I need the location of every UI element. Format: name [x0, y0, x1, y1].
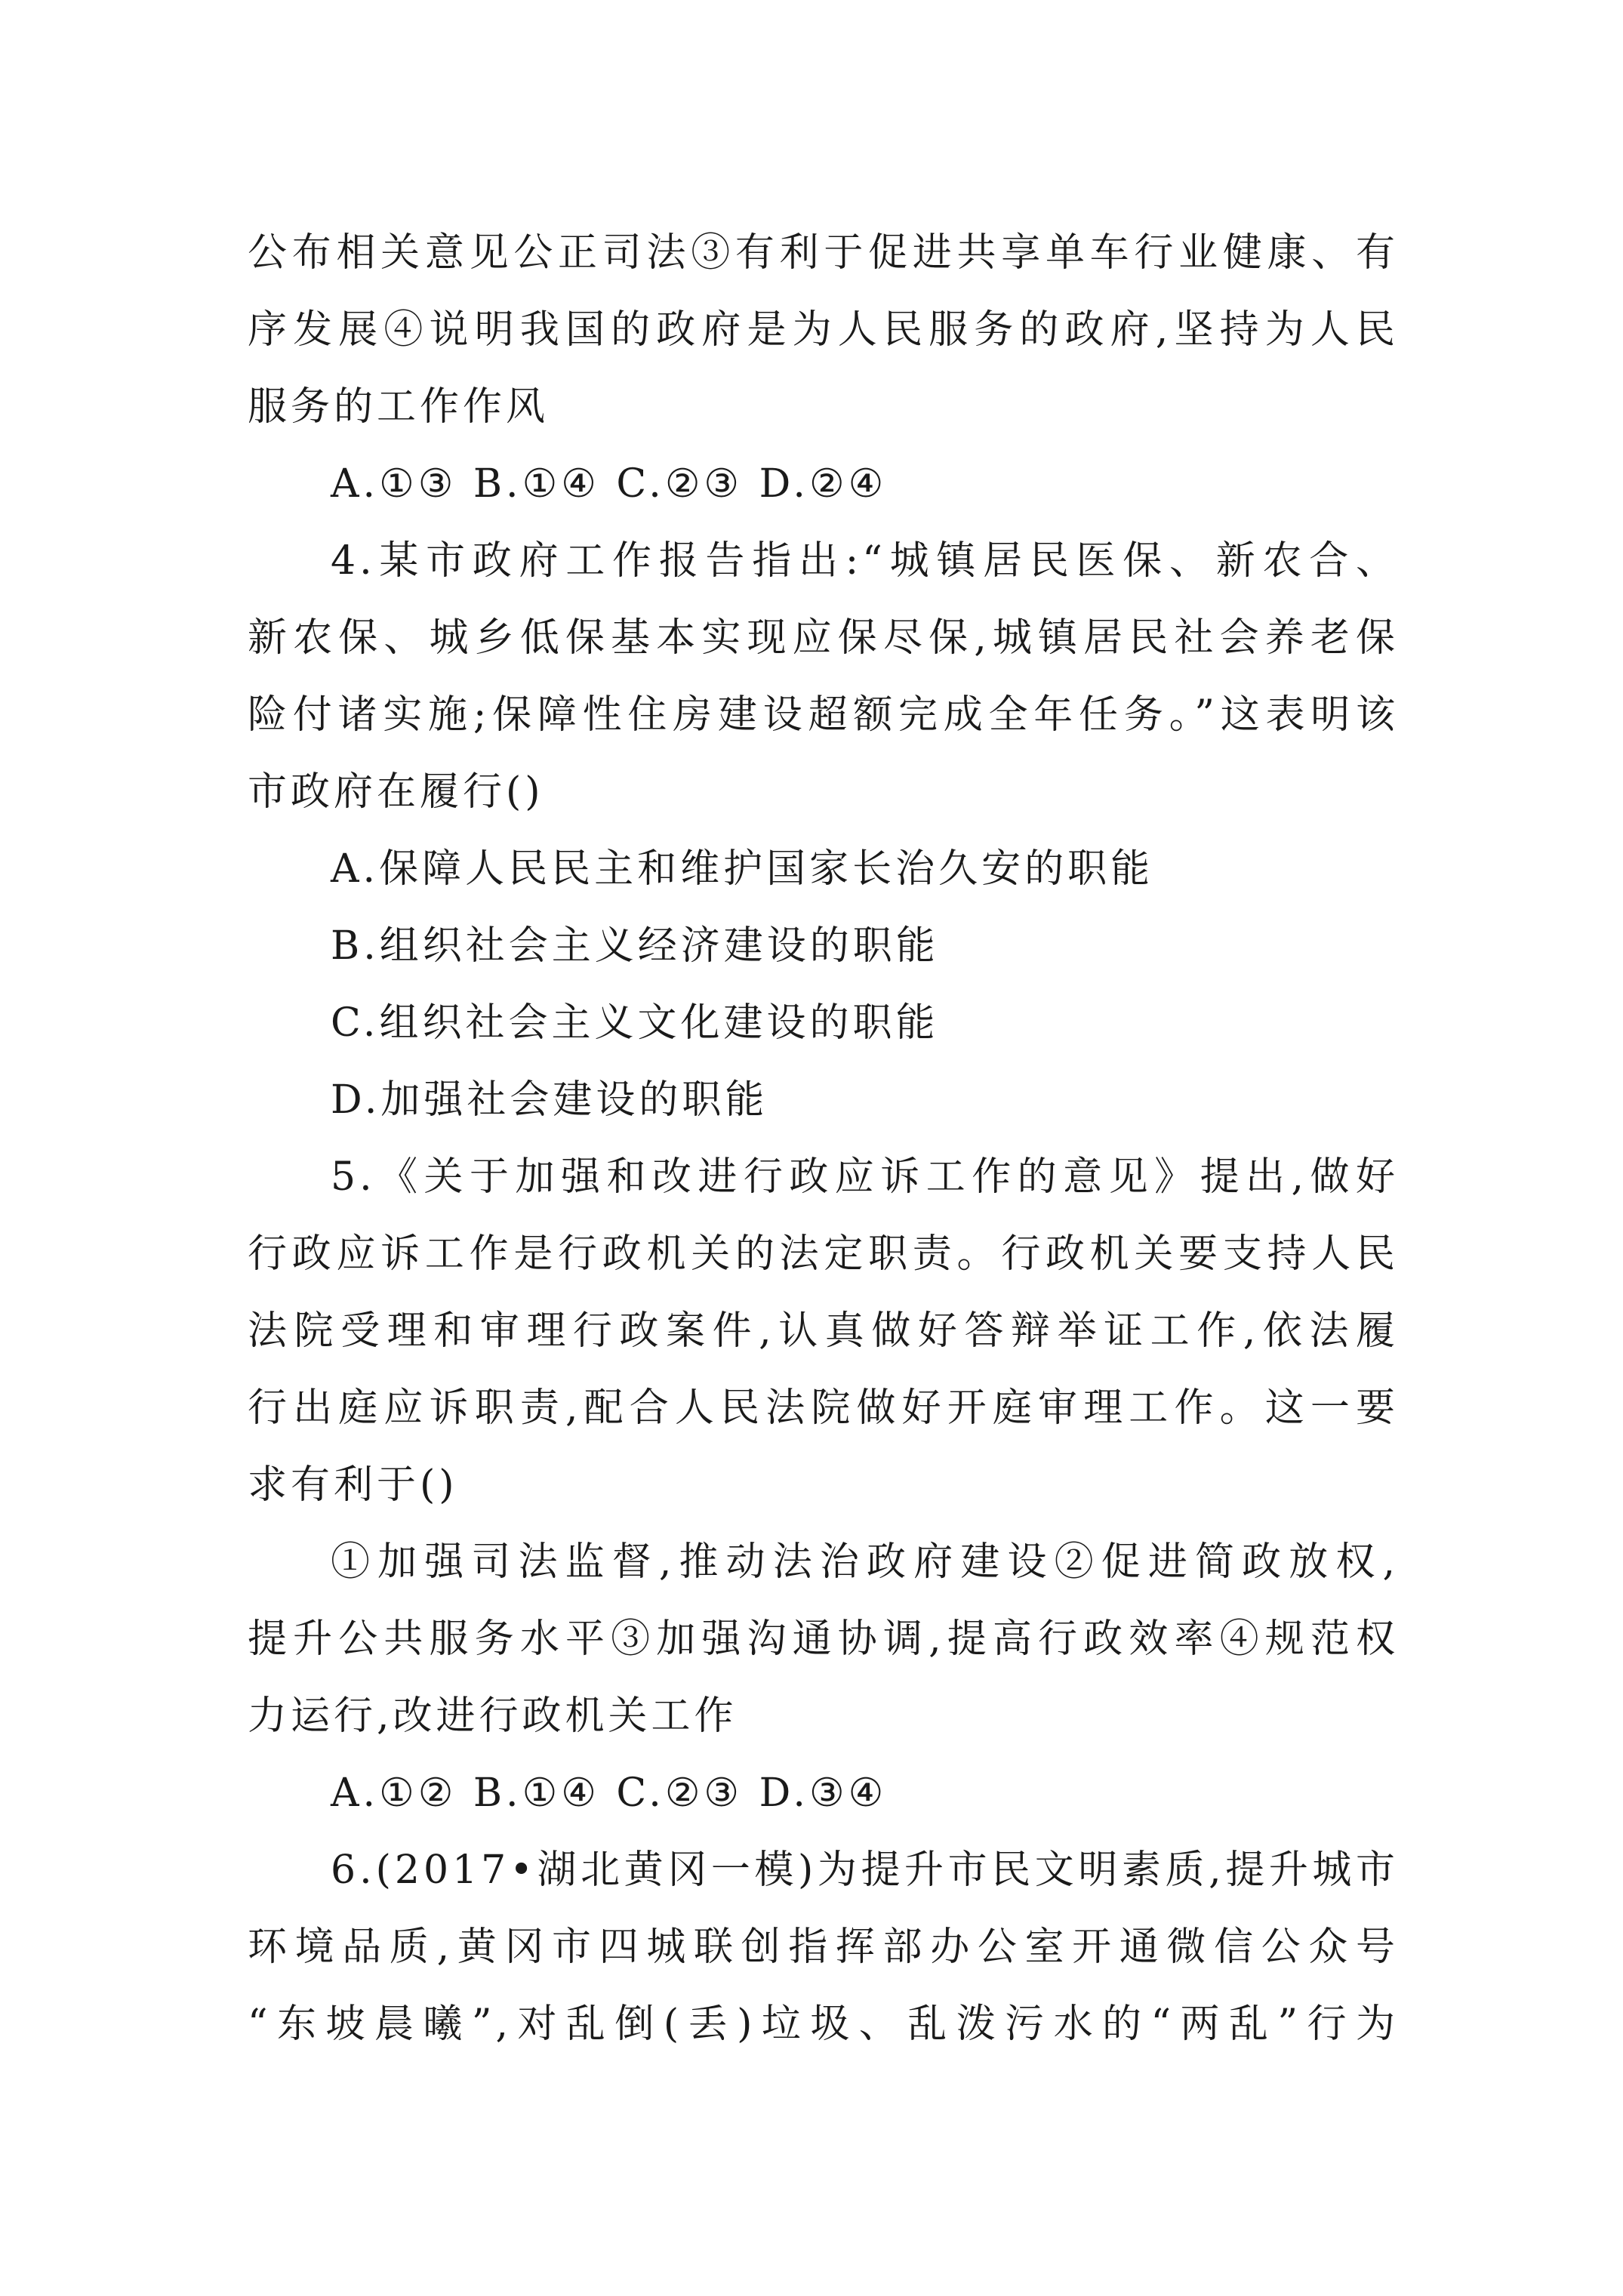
question-5-stem: 5.《关于加强和改进行政应诉工作的意见》提出,做好: [331, 1154, 1399, 1200]
text-line: 序发展④说明我国的政府是为人民服务的政府,坚持为人民: [248, 307, 1399, 353]
question-4-stem: 4.某市政府工作报告指出:“城镇居民医保、新农合、: [331, 538, 1399, 584]
text-line: 新农保、城乡低保基本实现应保尽保,城镇居民社会养老保: [248, 615, 1399, 661]
question-6-stem: 6.(2017•湖北黄冈一模)为提升市民文明素质,提升城市: [331, 1848, 1399, 1893]
text-line: 险付诸实施;保障性住房建设超额完成全年任务。”这表明该: [248, 692, 1399, 738]
option-a: A.保障人民民主和维护国家长治久安的职能: [331, 846, 1154, 892]
text-line: 行政应诉工作是行政机关的法定职责。行政机关要支持人民: [248, 1231, 1399, 1277]
text-line: 求有利于(): [248, 1462, 458, 1508]
text-line: “东坡晨曦”,对乱倒(丢)垃圾、乱泼污水的“两乱”行为: [248, 2002, 1399, 2047]
text-line: 环境品质,黄冈市四城联创指挥部办公室开通微信公众号: [248, 1925, 1399, 1970]
option-d: D.加强社会建设的职能: [331, 1077, 768, 1123]
statement-list: ①加强司法监督,推动法治政府建设②促进简政放权,: [331, 1539, 1399, 1585]
text-line: 服务的工作作风: [248, 384, 550, 430]
answer-options: A.①③ B.①④ C.②③ D.②④: [331, 461, 888, 507]
option-b: B.组织社会主义经济建设的职能: [331, 923, 939, 969]
document-body: [248, 214, 1399, 2063]
text-line: 公布相关意见公正司法③有利于促进共享单车行业健康、有: [248, 230, 1399, 276]
text-line: 市政府在履行(): [248, 769, 544, 815]
text-line: 行出庭应诉职责,配合人民法院做好开庭审理工作。这一要: [248, 1385, 1399, 1431]
text-line: 法院受理和审理行政案件,认真做好答辩举证工作,依法履: [248, 1308, 1399, 1354]
option-c: C.组织社会主义文化建设的职能: [331, 1000, 939, 1046]
text-line: 力运行,改进行政机关工作: [248, 1693, 738, 1739]
answer-options: A.①② B.①④ C.②③ D.③④: [331, 1771, 888, 1816]
text-line: 提升公共服务水平③加强沟通协调,提高行政效率④规范权: [248, 1616, 1399, 1662]
